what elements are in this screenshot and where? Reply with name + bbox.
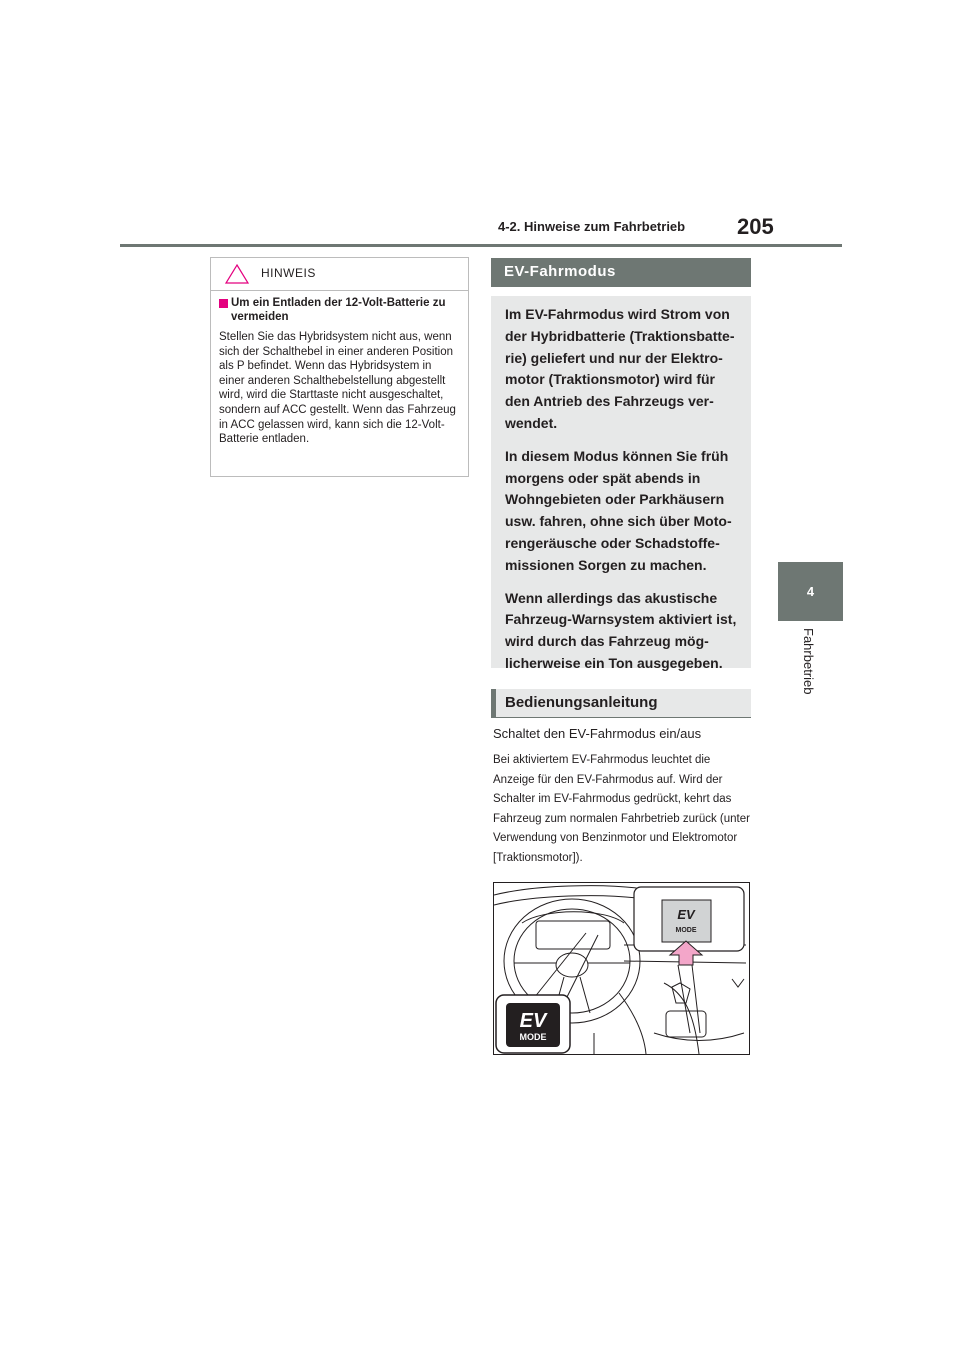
button-ev-label: EV bbox=[519, 1010, 547, 1032]
button-mode-label: MODE bbox=[519, 1032, 547, 1042]
notice-box bbox=[210, 257, 469, 477]
notice-header bbox=[211, 258, 468, 291]
callout-mode-label: MODE bbox=[675, 927, 697, 934]
header-divider bbox=[120, 244, 842, 247]
operation-heading: Bedienungsanleitung bbox=[491, 689, 751, 718]
notice-text: Stellen Sie das Hybridsystem nicht aus, wenn sich der Schalthebel in einer anderen Position als P befindet. Wenn das Hybridsystem in einer anderen Schalthebelstellung abgestellt wird, wird die Starttaste nicht ausgeschaltet, sondern auf ACC gestellt. Wenn das Fahrzeug in ACC gelassen wird, kann sich die 12-Volt-Batterie entladen. bbox=[219, 331, 456, 446]
notice-subheading-text: Um ein Entladen der 12-Volt-Batterie zu vermeiden bbox=[231, 297, 446, 323]
dashboard-drawing bbox=[494, 883, 749, 1054]
warning-triangle-icon bbox=[224, 263, 250, 285]
page-number: 205 bbox=[737, 214, 774, 239]
operation-description: Bei aktiviertem EV-Fahrmodus leuchtet die Anzeige für den EV-Fahrmodus auf. Wird der Schalter im EV-Fahrmodus gedrückt, kehrt das Fahrzeug zum normalen Fahrbetrieb zurück (unter Verwendung von Benzinmotor und Elektromotor [Traktionsmotor]). bbox=[493, 754, 750, 864]
chapter-tab[interactable] bbox=[778, 562, 843, 621]
callout-ev-label: EV bbox=[677, 907, 695, 922]
notice-subheading bbox=[219, 296, 460, 324]
ev-mode-summary bbox=[491, 296, 751, 671]
ev-paragraph: In diesem Modus können Sie früh morgens oder spät abends in Wohngebieten oder Parkhäusern usw. fahren, ohne sich über Motorengeräusche oder Schadstoffemissionen Sorgen zu machen. bbox=[505, 447, 732, 573]
operation-item: Schaltet den EV-Fahrmodus ein/aus bbox=[493, 726, 702, 741]
ev-paragraph: Wenn allerdings das akustische Fahrzeug-Warnsystem aktiviert ist, wird durch das Fahrzeug möglicherweise ein Ton ausgegeben. bbox=[505, 589, 737, 671]
chapter-number: 4 bbox=[806, 584, 815, 599]
ev-mode-switch-illustration bbox=[493, 882, 750, 1055]
ev-paragraph: Im EV-Fahrmodus wird Strom von der Hybridbatterie (Traktionsbatterie) geliefert und nur der Elektromotor (Traktionsmotor) wird für den Antrieb des Fahrzeugs verwendet. bbox=[505, 306, 735, 431]
bullet-square-icon bbox=[219, 299, 228, 308]
chapter-label: Fahrbetrieb bbox=[801, 628, 816, 695]
ev-mode-heading: EV-Fahrmodus bbox=[491, 258, 751, 287]
section-header: 4-2. Hinweise zum Fahrbetrieb bbox=[498, 219, 686, 234]
notice-title: HINWEIS bbox=[261, 266, 316, 280]
